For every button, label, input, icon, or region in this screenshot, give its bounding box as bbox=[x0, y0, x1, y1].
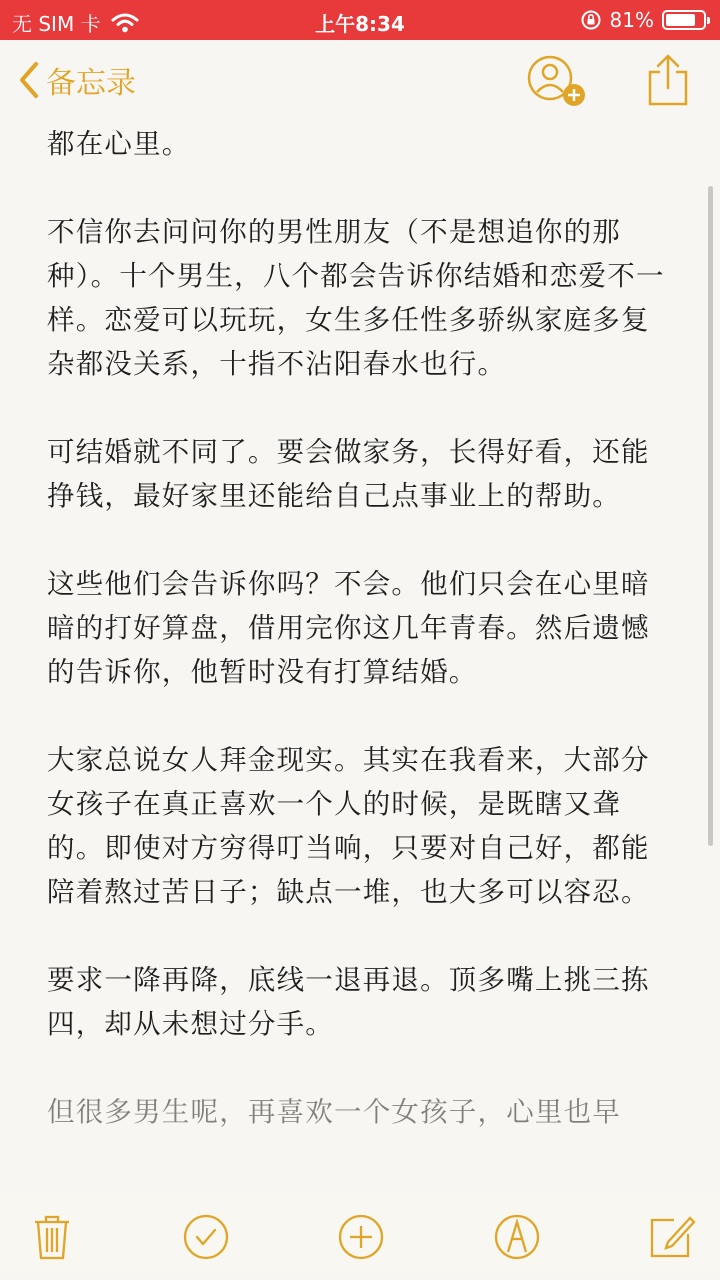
share-icon bbox=[650, 56, 686, 104]
back-button[interactable] bbox=[18, 58, 136, 102]
add-people-button[interactable] bbox=[526, 54, 588, 108]
share-button[interactable] bbox=[646, 52, 690, 108]
note-paragraph: 不信你去问问你的男性朋友（不是想追你的那种）。十个男生，八个都会告诉你结婚和恋爱不一样。恋爱可以玩玩，女生多任性多骄纵家庭多复杂都没关系，十指不沾阳春水也行。 bbox=[47, 216, 665, 380]
add-icon bbox=[340, 1216, 382, 1258]
bottom-toolbar bbox=[0, 1190, 720, 1280]
checklist-icon bbox=[185, 1216, 227, 1258]
markup-icon bbox=[496, 1216, 538, 1258]
chevron-left-icon bbox=[18, 60, 40, 100]
compose-icon bbox=[652, 1218, 694, 1256]
note-paragraph: 这些他们会告诉你吗？不会。他们只会在心里暗暗的打好算盘，借用完你这几年青春。然后遗憾的告诉你，他暂时没有打算结婚。 bbox=[47, 568, 650, 688]
plus-badge-icon bbox=[563, 84, 585, 106]
trash-icon bbox=[35, 1217, 69, 1258]
note-paragraph: 都在心里。 bbox=[47, 128, 191, 160]
markup-button[interactable] bbox=[492, 1212, 542, 1262]
rotation-lock-icon bbox=[580, 9, 602, 31]
battery-fill bbox=[666, 14, 695, 26]
status-time: 上午8:34 bbox=[315, 12, 405, 36]
carrier-label: 无 SIM 卡 bbox=[12, 12, 101, 36]
compose-button[interactable] bbox=[646, 1212, 696, 1262]
checklist-button[interactable] bbox=[181, 1212, 231, 1262]
battery-percent: 81% bbox=[609, 8, 654, 32]
note-paragraph: 要求一降再降，底线一退再退。顶多嘴上挑三拣四，却从未想过分手。 bbox=[47, 964, 650, 1040]
note-paragraph: 可结婚就不同了。要会做家务，长得好看，还能挣钱，最好家里还能给自己点事业上的帮助。 bbox=[47, 436, 650, 512]
add-button[interactable] bbox=[336, 1212, 386, 1262]
navigation-bar bbox=[0, 40, 720, 122]
delete-button[interactable] bbox=[27, 1212, 77, 1262]
back-label: 备忘录 bbox=[46, 66, 136, 101]
status-bar bbox=[0, 0, 720, 40]
note-paragraph: 但很多男生呢，再喜欢一个女孩子，心里也早 bbox=[47, 1096, 621, 1128]
battery-icon bbox=[662, 10, 706, 30]
note-paragraph: 大家总说女人拜金现实。其实在我看来，大部分女孩子在真正喜欢一个人的时候，是既瞎又聋的。即使对方穷得叮当响，只要对自己好，都能陪着熬过苦日子；缺点一堆，也大多可以容忍。 bbox=[47, 744, 650, 908]
scrollbar[interactable] bbox=[708, 186, 713, 846]
note-body[interactable] bbox=[47, 122, 677, 1192]
